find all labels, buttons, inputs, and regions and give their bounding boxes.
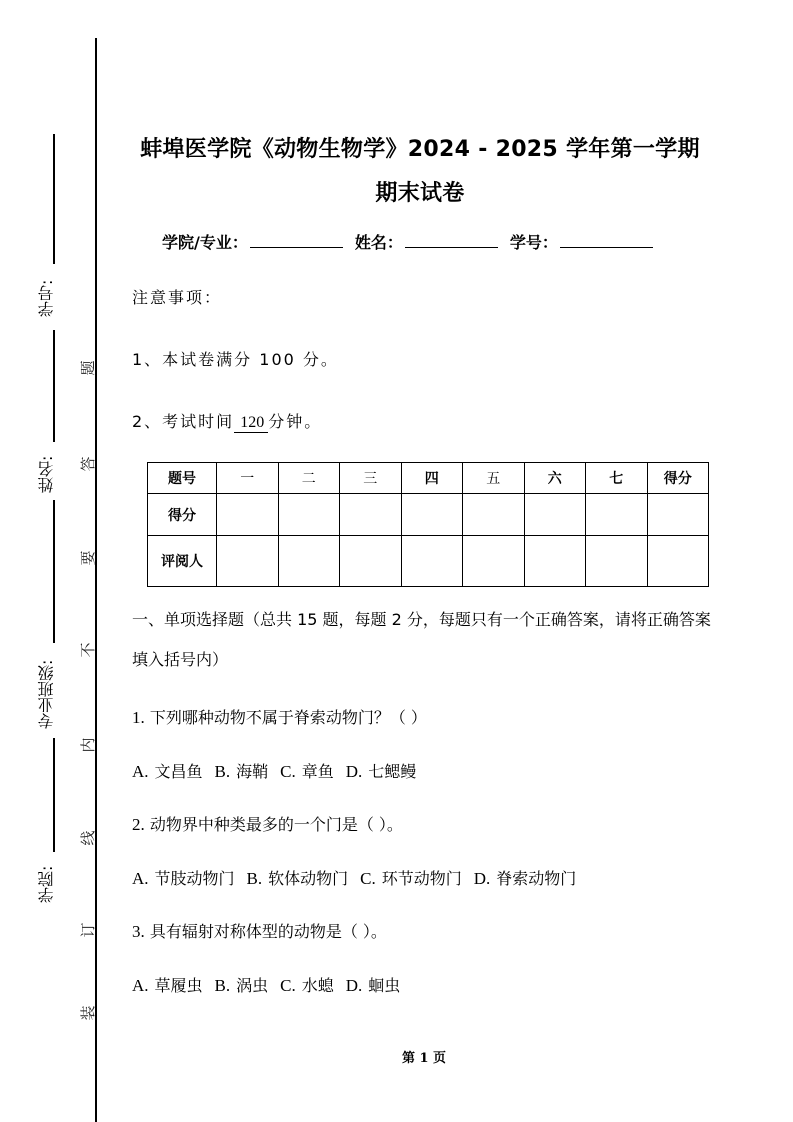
score-table-header-cell: 二	[278, 463, 340, 494]
option-text: 涡虫	[236, 976, 269, 995]
score-table-header-cell: 得分	[647, 463, 709, 494]
seal-char: 线	[79, 830, 97, 846]
option-text: 蛔虫	[368, 976, 401, 995]
reviewer-cell[interactable]	[217, 536, 279, 587]
question-number: 1.	[132, 708, 145, 727]
reviewer-cell[interactable]	[647, 536, 709, 587]
notice-item-1: 1、本试卷满分 100 分。	[132, 350, 339, 369]
option-a[interactable]	[132, 973, 203, 996]
question-3-options	[132, 973, 412, 996]
option-text: 草履虫	[154, 976, 203, 995]
score-table-header-cell: 四	[401, 463, 463, 494]
score-cell[interactable]	[647, 494, 709, 536]
reviewer-cell[interactable]	[524, 536, 586, 587]
question-1	[132, 705, 427, 728]
question-number: 3.	[132, 922, 145, 941]
score-table-header-cell: 一	[217, 463, 279, 494]
option-letter: A.	[132, 976, 149, 995]
page-number: 第 1 页	[401, 1051, 447, 1066]
option-letter: D.	[345, 976, 363, 995]
option-a[interactable]	[132, 759, 203, 782]
score-cell[interactable]	[524, 494, 586, 536]
option-c[interactable]	[280, 759, 334, 782]
seal-char: 装	[79, 1005, 97, 1021]
college-label: 学院:	[37, 865, 56, 903]
option-letter: A.	[132, 869, 149, 888]
option-d[interactable]	[346, 973, 401, 996]
college-major-label: 学院/专业：	[162, 233, 248, 252]
score-cell[interactable]	[401, 494, 463, 536]
college-major-field[interactable]	[250, 231, 343, 248]
option-text: 节肢动物门	[154, 869, 235, 888]
seal-char: 内	[79, 737, 97, 753]
option-c[interactable]	[360, 866, 462, 889]
option-letter: D.	[473, 869, 491, 888]
binding-line	[95, 38, 97, 1122]
option-a[interactable]	[132, 866, 235, 889]
question-3	[132, 919, 387, 942]
score-table-header-cell: 七	[586, 463, 648, 494]
question-number: 2.	[132, 815, 145, 834]
option-text: 脊索动物门	[496, 869, 577, 888]
seal-char: 答	[79, 456, 97, 472]
option-letter: D.	[345, 762, 363, 781]
reviewer-cell[interactable]	[278, 536, 340, 587]
college-fill-line	[53, 738, 55, 852]
reviewer-cell[interactable]	[340, 536, 402, 587]
notice-item-2-prefix: 2、考试时间	[132, 412, 235, 431]
name-field[interactable]	[405, 231, 498, 248]
student-id-field-label: 学号：	[509, 233, 558, 252]
score-table	[147, 462, 709, 587]
question-text: 下列哪种动物不属于脊索动物门？（ ）	[149, 708, 427, 727]
seal-char: 不	[79, 642, 97, 658]
option-d[interactable]	[474, 866, 577, 889]
option-text: 文昌鱼	[154, 762, 203, 781]
name-fill-line	[53, 330, 55, 442]
student-id-label: 学号:	[37, 279, 56, 317]
student-id-fill-line	[53, 134, 55, 264]
score-cell[interactable]	[217, 494, 279, 536]
score-cell[interactable]	[340, 494, 402, 536]
seal-char: 要	[79, 550, 97, 566]
seal-char: 订	[79, 922, 97, 938]
score-row	[148, 494, 709, 536]
class-fill-line	[53, 500, 55, 643]
option-text: 海鞘	[236, 762, 269, 781]
option-letter: C.	[280, 976, 296, 995]
reviewer-row-label: 评阅人	[148, 536, 217, 587]
option-letter: B.	[246, 869, 263, 888]
major-class-label: 专业班级:	[37, 659, 56, 729]
score-cell[interactable]	[586, 494, 648, 536]
score-table-header-row	[148, 463, 709, 494]
reviewer-row	[148, 536, 709, 587]
option-letter: C.	[360, 869, 376, 888]
option-text: 七鳃鳗	[368, 762, 417, 781]
reviewer-cell[interactable]	[401, 536, 463, 587]
student-info-row	[162, 230, 665, 253]
question-2-options	[132, 866, 588, 889]
option-b[interactable]	[215, 973, 269, 996]
question-2	[132, 812, 403, 835]
reviewer-cell[interactable]	[586, 536, 648, 587]
option-c[interactable]	[280, 973, 334, 996]
option-letter: B.	[214, 976, 231, 995]
score-table-header-cell: 题号	[148, 463, 217, 494]
exam-title: 蚌埠医学院《动物生物学》2024 - 2025 学年第一学期	[140, 137, 700, 162]
name-label: 姓名:	[37, 455, 56, 493]
option-letter: C.	[280, 762, 296, 781]
option-b[interactable]	[215, 759, 269, 782]
score-table-header-cell: 五	[463, 463, 525, 494]
option-letter: A.	[132, 762, 149, 781]
score-table-header-cell: 三	[340, 463, 402, 494]
question-text: 动物界中种类最多的一个门是（ ）。	[149, 815, 403, 834]
notice-heading: 注意事项：	[132, 288, 223, 307]
exam-subtitle: 期末试卷	[375, 181, 465, 206]
student-id-field[interactable]	[560, 231, 653, 248]
question-text: 具有辐射对称体型的动物是（ ）。	[149, 922, 387, 941]
exam-duration-value: 120	[234, 414, 268, 433]
notice-item-2-suffix: 分钟。	[268, 412, 323, 431]
name-field-label: 姓名：	[354, 233, 403, 252]
option-b[interactable]	[247, 866, 349, 889]
option-text: 环节动物门	[381, 869, 462, 888]
score-cell[interactable]	[278, 494, 340, 536]
option-text: 软体动物门	[268, 869, 349, 888]
reviewer-cell[interactable]	[463, 536, 525, 587]
option-text: 水螅	[301, 976, 334, 995]
score-cell[interactable]	[463, 494, 525, 536]
score-table-header-cell: 六	[524, 463, 586, 494]
question-1-options	[132, 759, 428, 782]
option-text: 章鱼	[301, 762, 334, 781]
seal-char: 题	[79, 360, 97, 376]
option-letter: B.	[214, 762, 231, 781]
score-row-label: 得分	[148, 494, 217, 536]
option-d[interactable]	[346, 759, 417, 782]
notice-item-2	[132, 409, 322, 433]
section-1-heading: 一、单项选择题（总共 15 题，每题 2 分，每题只有一个正确答案，请将正确答案填入括号内）	[132, 610, 711, 669]
